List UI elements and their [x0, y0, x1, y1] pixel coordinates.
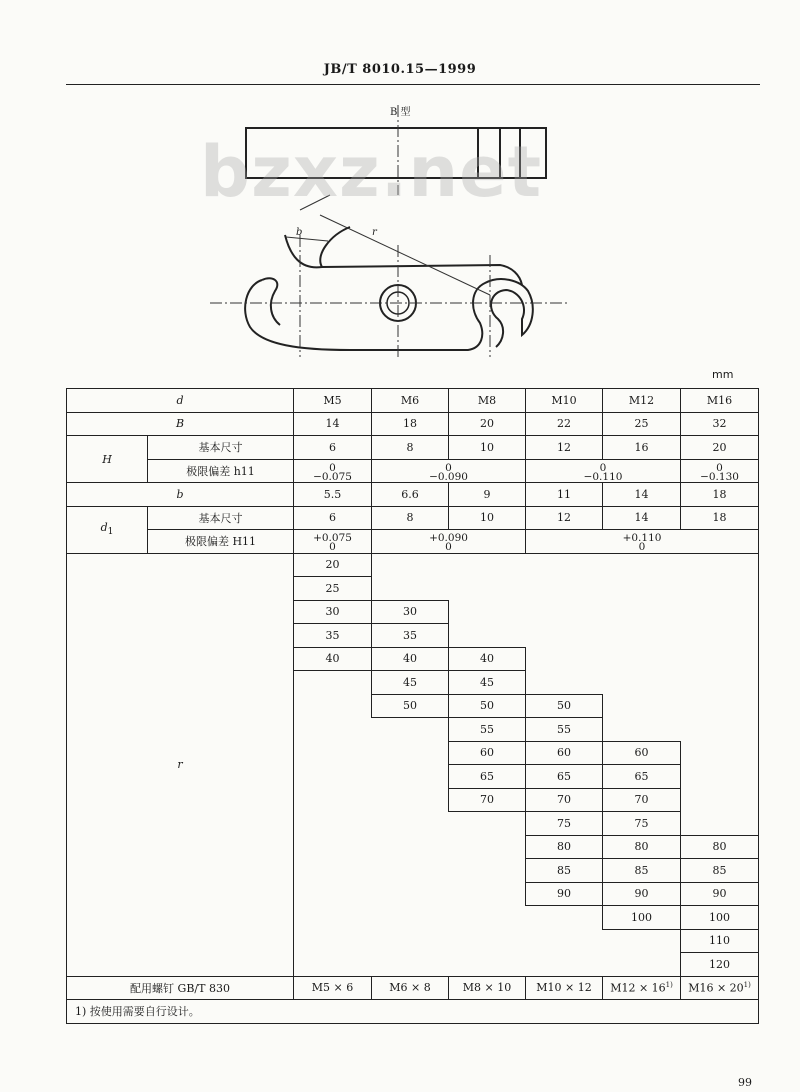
- row-B: [67, 412, 759, 436]
- size-cell: M16: [681, 389, 759, 413]
- r-empty-cell: [449, 906, 526, 930]
- r-value-cell: 35: [372, 624, 449, 648]
- r-value-cell: 25: [294, 577, 372, 601]
- r-empty-cell: [449, 624, 526, 648]
- basic-size-label: 基本尺寸: [148, 506, 294, 530]
- r-empty-cell: [603, 553, 681, 577]
- screw-cell: $M12 \times 16^{1)}$: [603, 976, 681, 1000]
- r-label: r: [67, 553, 294, 976]
- r-value-cell: 70: [603, 788, 681, 812]
- r-value-cell: 50: [449, 694, 526, 718]
- r-empty-cell: [681, 812, 759, 836]
- r-value-cell: 70: [526, 788, 603, 812]
- r-value-cell: 85: [526, 859, 603, 883]
- B-cell: 18: [372, 412, 449, 436]
- r-empty-cell: [372, 835, 449, 859]
- r-empty-cell: [603, 647, 681, 671]
- r-empty-cell: [526, 906, 603, 930]
- r-empty-cell: [294, 859, 372, 883]
- row-H-basic: [67, 436, 759, 460]
- r-value-cell: 30: [372, 600, 449, 624]
- r-empty-cell: [372, 765, 449, 789]
- dim-r-label: r: [372, 227, 377, 238]
- r-empty-cell: [603, 624, 681, 648]
- r-empty-cell: [294, 671, 372, 695]
- screw-cell: M5 × 6: [294, 976, 372, 1000]
- r-value-cell: 80: [603, 835, 681, 859]
- r-empty-cell: [449, 600, 526, 624]
- r-value-cell: 50: [526, 694, 603, 718]
- B-cell: 22: [526, 412, 603, 436]
- r-value-cell: 40: [372, 647, 449, 671]
- B-cell: 14: [294, 412, 372, 436]
- size-cell: M10: [526, 389, 603, 413]
- watermark: bzxz.net: [200, 131, 543, 213]
- r-empty-cell: [294, 694, 372, 718]
- r-value-cell: 90: [681, 882, 759, 906]
- r-empty-cell: [681, 694, 759, 718]
- size-cell: M6: [372, 389, 449, 413]
- H-tol-cell: 0 −0.075: [294, 459, 372, 483]
- document-header: JB/T 8010.15—1999: [323, 62, 477, 77]
- r-empty-cell: [681, 741, 759, 765]
- r-empty-cell: [526, 577, 603, 601]
- d1-label: $d_1$: [67, 506, 148, 553]
- r-value-cell: 60: [603, 741, 681, 765]
- screw-cell: $M16 \times 20^{1)}$: [681, 976, 759, 1000]
- technical-drawing: [0, 95, 800, 369]
- r-value-cell: 120: [681, 953, 759, 977]
- r-value-cell: 60: [449, 741, 526, 765]
- d1-tol-cell: +0.075 0: [294, 530, 372, 554]
- r-empty-cell: [372, 929, 449, 953]
- r-empty-cell: [449, 882, 526, 906]
- unit-label: mm: [712, 368, 734, 381]
- b-cell: 18: [681, 483, 759, 507]
- r-empty-cell: [372, 906, 449, 930]
- r-empty-cell: [681, 788, 759, 812]
- footnote: 1) 按使用需要自行设计。: [67, 1000, 759, 1024]
- r-value-cell: 45: [372, 671, 449, 695]
- r-value-cell: 50: [372, 694, 449, 718]
- r-empty-cell: [449, 812, 526, 836]
- screw-cell: M6 × 8: [372, 976, 449, 1000]
- d-label: d: [67, 389, 294, 413]
- r-value-cell: 40: [294, 647, 372, 671]
- H-label: H: [67, 436, 148, 483]
- r-empty-cell: [603, 577, 681, 601]
- screw-cell: M8 × 10: [449, 976, 526, 1000]
- r-empty-cell: [294, 835, 372, 859]
- r-value-cell: 90: [526, 882, 603, 906]
- r-empty-cell: [681, 600, 759, 624]
- r-empty-cell: [372, 741, 449, 765]
- r-value-cell: 100: [681, 906, 759, 930]
- b-cell: 14: [603, 483, 681, 507]
- H-tol-cell: 0 −0.130: [681, 459, 759, 483]
- row-d1-basic: [67, 506, 759, 530]
- H-tol-cell: 0 −0.110: [526, 459, 681, 483]
- row-d1-tol: [67, 530, 759, 554]
- r-empty-cell: [449, 577, 526, 601]
- d1-tol-label: 极限偏差 H11: [148, 530, 294, 554]
- r-value-cell: 80: [681, 835, 759, 859]
- size-cell: M8: [449, 389, 526, 413]
- r-empty-cell: [372, 788, 449, 812]
- r-empty-cell: [526, 624, 603, 648]
- r-empty-cell: [526, 671, 603, 695]
- size-cell: M12: [603, 389, 681, 413]
- r-empty-cell: [603, 953, 681, 977]
- r-empty-cell: [526, 647, 603, 671]
- page-number: 99: [738, 1076, 752, 1089]
- r-empty-cell: [681, 624, 759, 648]
- r-empty-cell: [372, 577, 449, 601]
- B-cell: 25: [603, 412, 681, 436]
- r-empty-cell: [526, 600, 603, 624]
- r-value-cell: 65: [526, 765, 603, 789]
- H-tol-label: 极限偏差 h11: [148, 459, 294, 483]
- r-empty-cell: [294, 741, 372, 765]
- r-value-cell: 90: [603, 882, 681, 906]
- r-empty-cell: [294, 929, 372, 953]
- d1-basic-cell: 6: [294, 506, 372, 530]
- r-empty-cell: [294, 718, 372, 742]
- H-basic-cell: 12: [526, 436, 603, 460]
- screw-label: 配用螺钉 GB/T 830: [67, 976, 294, 1000]
- r-empty-cell: [372, 882, 449, 906]
- r-empty-cell: [372, 812, 449, 836]
- b-label: b: [67, 483, 294, 507]
- header-rule: [66, 84, 760, 85]
- H-basic-cell: 10: [449, 436, 526, 460]
- r-row: [67, 553, 759, 577]
- r-empty-cell: [681, 553, 759, 577]
- row-H-tol: [67, 459, 759, 483]
- r-value-cell: 80: [526, 835, 603, 859]
- r-empty-cell: [603, 718, 681, 742]
- r-value-cell: 75: [526, 812, 603, 836]
- r-values-section: [67, 553, 759, 976]
- r-empty-cell: [449, 553, 526, 577]
- r-value-cell: 30: [294, 600, 372, 624]
- r-empty-cell: [681, 647, 759, 671]
- r-value-cell: 45: [449, 671, 526, 695]
- row-screw: [67, 976, 759, 1000]
- r-empty-cell: [603, 929, 681, 953]
- type-label: B 型: [390, 107, 411, 118]
- r-value-cell: 110: [681, 929, 759, 953]
- r-empty-cell: [294, 882, 372, 906]
- r-empty-cell: [603, 694, 681, 718]
- r-empty-cell: [681, 671, 759, 695]
- r-empty-cell: [372, 859, 449, 883]
- r-value-cell: 85: [603, 859, 681, 883]
- r-empty-cell: [681, 718, 759, 742]
- r-empty-cell: [449, 929, 526, 953]
- r-empty-cell: [294, 906, 372, 930]
- B-cell: 20: [449, 412, 526, 436]
- B-cell: 32: [681, 412, 759, 436]
- b-cell: 9: [449, 483, 526, 507]
- row-d: [67, 389, 759, 413]
- B-label: B: [67, 412, 294, 436]
- r-empty-cell: [294, 812, 372, 836]
- specification-table: [66, 388, 759, 1024]
- r-empty-cell: [372, 553, 449, 577]
- b-cell: 6.6: [372, 483, 449, 507]
- d1-basic-cell: 18: [681, 506, 759, 530]
- r-value-cell: 55: [526, 718, 603, 742]
- b-cell: 5.5: [294, 483, 372, 507]
- row-footnote: [67, 1000, 759, 1024]
- d1-basic-cell: 14: [603, 506, 681, 530]
- r-empty-cell: [372, 953, 449, 977]
- row-b: [67, 483, 759, 507]
- r-empty-cell: [681, 765, 759, 789]
- d1-tol-cell: +0.090 0: [372, 530, 526, 554]
- H-basic-cell: 6: [294, 436, 372, 460]
- dim-b-label: b: [296, 227, 303, 238]
- r-value-cell: 65: [449, 765, 526, 789]
- r-empty-cell: [372, 718, 449, 742]
- r-empty-cell: [294, 765, 372, 789]
- b-cell: 11: [526, 483, 603, 507]
- r-value-cell: 40: [449, 647, 526, 671]
- r-value-cell: 65: [603, 765, 681, 789]
- r-value-cell: 35: [294, 624, 372, 648]
- r-value-cell: 70: [449, 788, 526, 812]
- r-value-cell: 20: [294, 553, 372, 577]
- r-value-cell: 100: [603, 906, 681, 930]
- H-basic-cell: 8: [372, 436, 449, 460]
- d1-basic-cell: 8: [372, 506, 449, 530]
- r-empty-cell: [449, 953, 526, 977]
- r-value-cell: 60: [526, 741, 603, 765]
- H-basic-cell: 16: [603, 436, 681, 460]
- r-value-cell: 55: [449, 718, 526, 742]
- r-empty-cell: [603, 671, 681, 695]
- d1-basic-cell: 12: [526, 506, 603, 530]
- basic-size-label: 基本尺寸: [148, 436, 294, 460]
- size-cell: M5: [294, 389, 372, 413]
- r-empty-cell: [526, 553, 603, 577]
- H-basic-cell: 20: [681, 436, 759, 460]
- H-tol-cell: 0 −0.090: [372, 459, 526, 483]
- r-empty-cell: [603, 600, 681, 624]
- r-empty-cell: [449, 835, 526, 859]
- r-value-cell: 85: [681, 859, 759, 883]
- r-empty-cell: [681, 577, 759, 601]
- r-empty-cell: [526, 953, 603, 977]
- r-value-cell: 75: [603, 812, 681, 836]
- r-empty-cell: [526, 929, 603, 953]
- r-empty-cell: [294, 788, 372, 812]
- d1-tol-cell: +0.110 0: [526, 530, 759, 554]
- r-empty-cell: [449, 859, 526, 883]
- r-empty-cell: [294, 953, 372, 977]
- d1-basic-cell: 10: [449, 506, 526, 530]
- screw-cell: M10 × 12: [526, 976, 603, 1000]
